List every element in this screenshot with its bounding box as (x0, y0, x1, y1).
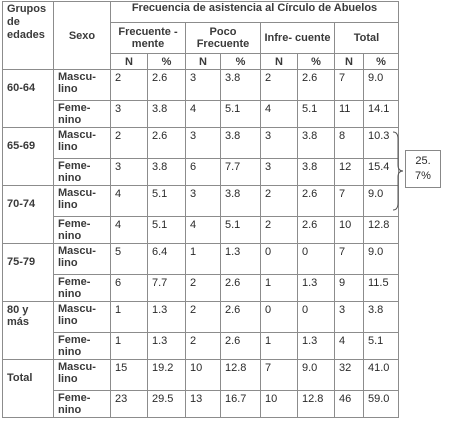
count-cell (111, 333, 148, 360)
percent-cell (221, 244, 261, 275)
count-cell (335, 360, 364, 391)
age-group-label: 60-64 (7, 82, 36, 94)
attendance-table (2, 1, 399, 418)
percent-cell (148, 101, 186, 128)
main-header-text: Frecuencia de asistencia al Círculo de Abuelos (131, 2, 378, 14)
sub-header-n (111, 54, 148, 70)
percent-cell (298, 275, 335, 302)
cell-value: 2 (190, 304, 197, 316)
percent-cell (364, 360, 399, 391)
sex-label: Feme- nino (58, 218, 91, 242)
sub-header-text: N (345, 55, 353, 68)
cell-value: 29.5 (152, 393, 174, 405)
count-cell (335, 101, 364, 128)
sex-label: Mascu- lino (58, 71, 96, 95)
percent-cell (364, 101, 399, 128)
age-group-label: 70-74 (7, 198, 36, 210)
count-cell (186, 275, 221, 302)
sex-label: Feme- nino (58, 392, 91, 416)
cell-value: 11 (339, 103, 351, 115)
count-cell (186, 360, 221, 391)
cell-value: 15.4 (368, 161, 390, 173)
cell-value: 4 (339, 335, 346, 347)
cell-value: 1 (265, 277, 272, 289)
table-row (3, 186, 399, 217)
cell-value: 3 (339, 304, 346, 316)
percent-cell (298, 217, 335, 244)
sex-label: Mascu- lino (58, 303, 96, 327)
count-cell (111, 128, 148, 159)
cell-value: 3 (265, 130, 272, 142)
cell-value: 6.4 (152, 246, 168, 258)
count-cell (261, 333, 298, 360)
percent-cell (364, 275, 399, 302)
sex-cell (54, 159, 111, 186)
cell-value: 7 (339, 72, 346, 84)
percent-cell (148, 275, 186, 302)
cell-value: 2.6 (225, 335, 241, 347)
table-row (3, 275, 399, 302)
percent-cell (298, 391, 335, 418)
count-cell (111, 360, 148, 391)
age-group-cell (3, 360, 54, 418)
percent-cell (221, 159, 261, 186)
table-row (3, 302, 399, 333)
count-cell (111, 275, 148, 302)
cell-value: 1.3 (302, 277, 318, 289)
annotation-text: 25. 7% (415, 155, 431, 182)
percent-cell (221, 70, 261, 101)
percent-cell (148, 159, 186, 186)
sub-header-text: % (161, 55, 172, 68)
cell-value: 9.0 (302, 362, 318, 374)
percent-cell (148, 217, 186, 244)
count-cell (186, 244, 221, 275)
percent-cell (221, 101, 261, 128)
cell-value: 2.6 (225, 304, 241, 316)
count-cell (111, 159, 148, 186)
cell-value: 3.8 (302, 161, 318, 173)
cell-value: 46 (339, 393, 352, 405)
group-header-0 (111, 23, 186, 54)
cell-value: 0 (265, 304, 272, 316)
age-group-label: 75-79 (7, 256, 36, 268)
cell-value: 5.1 (152, 219, 168, 231)
count-cell (261, 128, 298, 159)
cell-value: 2 (190, 277, 197, 289)
percent-cell (298, 244, 335, 275)
cell-value: 2 (190, 335, 197, 347)
count-cell (111, 244, 148, 275)
cell-value: 1 (115, 335, 122, 347)
percent-cell (221, 333, 261, 360)
cell-value: 1 (115, 304, 122, 316)
sex-label: Mascu- lino (58, 245, 96, 269)
age-group-cell (3, 186, 54, 244)
cell-value: 41.0 (368, 362, 390, 374)
percent-cell (298, 101, 335, 128)
cell-value: 7 (339, 188, 346, 200)
percent-cell (298, 186, 335, 217)
brace-bracket (392, 131, 404, 211)
cell-value: 11.5 (368, 277, 389, 289)
percent-cell (148, 302, 186, 333)
cell-value: 10 (339, 219, 352, 231)
cell-value: 3 (190, 188, 197, 200)
percent-cell (221, 186, 261, 217)
age-group-label: 80 y más (7, 304, 30, 328)
cell-value: 9.0 (368, 246, 384, 258)
cell-value: 2.6 (302, 188, 318, 200)
percent-cell (221, 275, 261, 302)
count-cell (186, 391, 221, 418)
cell-value: 10.3 (368, 130, 390, 142)
cell-value: 12.8 (225, 362, 247, 374)
cell-value: 3.8 (152, 103, 168, 115)
sex-label: Feme- nino (58, 102, 91, 126)
count-cell (335, 159, 364, 186)
count-cell (186, 333, 221, 360)
table-row (3, 217, 399, 244)
group-header-text: Total (353, 32, 380, 44)
cell-value: 1.3 (302, 335, 318, 347)
cell-value: 3.8 (368, 304, 384, 316)
percent-cell (148, 70, 186, 101)
count-cell (186, 101, 221, 128)
cell-value: 3 (115, 161, 122, 173)
sub-header-n (186, 54, 221, 70)
cell-value: 3 (265, 161, 272, 173)
count-cell (111, 101, 148, 128)
percent-cell (221, 128, 261, 159)
cell-value: 5 (115, 246, 122, 258)
cell-value: 7 (339, 246, 346, 258)
cell-value: 8 (339, 130, 346, 142)
cell-value: 0 (302, 246, 309, 258)
percent-cell (221, 360, 261, 391)
cell-value: 59.0 (368, 393, 390, 405)
cell-value: 0 (265, 246, 272, 258)
count-cell (261, 302, 298, 333)
cell-value: 2 (265, 188, 272, 200)
cell-value: 5.1 (368, 335, 384, 347)
count-cell (111, 70, 148, 101)
sex-cell (54, 128, 111, 159)
sex-cell (54, 186, 111, 217)
count-cell (335, 275, 364, 302)
count-cell (261, 186, 298, 217)
cell-value: 4 (115, 188, 122, 200)
count-cell (111, 217, 148, 244)
sub-header-n (261, 54, 298, 70)
table-row (3, 101, 399, 128)
sex-cell (54, 101, 111, 128)
percent-cell (221, 391, 261, 418)
cell-value: 6 (115, 277, 122, 289)
cell-value: 3 (190, 72, 197, 84)
cell-value: 3.8 (225, 72, 241, 84)
cell-value: 2 (265, 72, 272, 84)
count-cell (261, 244, 298, 275)
table-row (3, 70, 399, 101)
cell-value: 4 (115, 219, 122, 231)
count-cell (186, 302, 221, 333)
age-group-cell (3, 302, 54, 360)
count-cell (261, 391, 298, 418)
cell-value: 7 (265, 362, 272, 374)
percent-cell (148, 244, 186, 275)
cell-value: 3.8 (302, 130, 318, 142)
table-row (3, 360, 399, 391)
cell-value: 4 (265, 103, 272, 115)
cell-value: 12.8 (368, 219, 390, 231)
cell-value: 6 (190, 161, 197, 173)
percent-cell (148, 360, 186, 391)
sub-header-text: % (311, 55, 321, 68)
cell-value: 16.7 (225, 393, 247, 405)
cell-value: 5.1 (152, 188, 168, 200)
percent-cell (298, 302, 335, 333)
group-header-text: Frecuente -mente (118, 26, 178, 50)
cell-value: 1.3 (225, 246, 241, 258)
sex-label: Feme- nino (58, 160, 91, 184)
table-row (3, 333, 399, 360)
sex-cell (54, 333, 111, 360)
cell-value: 3.8 (225, 188, 241, 200)
sex-cell (54, 275, 111, 302)
percent-cell (148, 128, 186, 159)
sub-header-text: % (235, 55, 246, 68)
percent-cell (298, 159, 335, 186)
table-row (3, 244, 399, 275)
table-row (3, 128, 399, 159)
cell-value: 15 (115, 362, 128, 374)
count-cell (186, 186, 221, 217)
count-cell (111, 391, 148, 418)
sex-cell (54, 360, 111, 391)
sub-header-pct (148, 54, 186, 70)
count-cell (261, 101, 298, 128)
age-group-label: Total (7, 372, 33, 384)
table-container (2, 1, 399, 418)
sub-header-text: N (199, 55, 207, 68)
cell-value: 12 (339, 161, 352, 173)
sex-cell (54, 391, 111, 418)
count-cell (335, 128, 364, 159)
cell-value: 4 (190, 103, 197, 115)
cell-value: 19.2 (152, 362, 174, 374)
count-cell (261, 159, 298, 186)
percent-cell (298, 128, 335, 159)
cell-value: 0 (302, 304, 309, 316)
count-cell (261, 70, 298, 101)
group-header-3 (335, 23, 399, 54)
count-cell (111, 302, 148, 333)
age-group-cell (3, 244, 54, 302)
percent-cell (148, 333, 186, 360)
count-cell (186, 70, 221, 101)
group-header-text: Infre- cuente (264, 32, 331, 44)
cell-value: 5.1 (225, 219, 241, 231)
group-header-2 (261, 23, 335, 54)
count-cell (261, 217, 298, 244)
cell-value: 10 (265, 393, 278, 405)
count-cell (335, 302, 364, 333)
cell-value: 2.6 (302, 219, 318, 231)
percent-cell (364, 217, 399, 244)
sex-cell (54, 217, 111, 244)
cell-value: 1.3 (152, 335, 168, 347)
cell-value: 7.7 (152, 277, 168, 289)
cell-value: 9.0 (368, 188, 384, 200)
age-group-cell (3, 128, 54, 186)
cell-value: 2.6 (152, 72, 168, 84)
cell-value: 13 (190, 393, 203, 405)
sub-header-pct (221, 54, 261, 70)
cell-value: 1 (190, 246, 197, 258)
count-cell (335, 217, 364, 244)
sex-cell (54, 244, 111, 275)
percent-cell (298, 360, 335, 391)
group-header-1 (186, 23, 261, 54)
cell-value: 2.6 (152, 130, 168, 142)
sex-label: Mascu- lino (58, 187, 96, 211)
count-cell (335, 391, 364, 418)
sub-header-text: N (125, 55, 133, 68)
cell-value: 3.8 (225, 130, 241, 142)
corner-header-text: Grupos de edades (7, 3, 47, 41)
cell-value: 14.1 (368, 103, 390, 115)
sex-label: Feme- nino (58, 276, 91, 300)
cell-value: 2.6 (302, 72, 318, 84)
sex-label: Mascu- lino (58, 129, 96, 153)
cell-value: 7.7 (225, 161, 241, 173)
table-row (3, 391, 399, 418)
cell-value: 12.8 (302, 393, 324, 405)
sex-header-text: Sexo (68, 29, 96, 42)
percent-cell (221, 302, 261, 333)
cell-value: 2.6 (225, 277, 241, 289)
percent-cell (148, 391, 186, 418)
percent-cell (364, 302, 399, 333)
sex-label: Mascu- lino (58, 361, 96, 385)
percent-cell (364, 391, 399, 418)
annotation-box (405, 150, 441, 188)
cell-value: 5.1 (302, 103, 318, 115)
count-cell (186, 217, 221, 244)
count-cell (186, 128, 221, 159)
cell-value: 3 (190, 130, 197, 142)
main-header (111, 2, 399, 23)
sex-cell (54, 302, 111, 333)
cell-value: 4 (190, 219, 197, 231)
count-cell (335, 244, 364, 275)
age-group-cell (3, 70, 54, 128)
percent-cell (221, 217, 261, 244)
count-cell (111, 186, 148, 217)
sex-cell (54, 70, 111, 101)
cell-value: 9 (339, 277, 346, 289)
cell-value: 10 (190, 362, 203, 374)
cell-value: 3.8 (152, 161, 168, 173)
cell-value: 5.1 (225, 103, 241, 115)
percent-cell (298, 70, 335, 101)
cell-value: 2 (115, 130, 122, 142)
cell-value: 1 (265, 335, 272, 347)
sub-header-n (335, 54, 364, 70)
count-cell (335, 186, 364, 217)
count-cell (186, 159, 221, 186)
sex-label: Feme- nino (58, 334, 91, 358)
cell-value: 9.0 (368, 72, 384, 84)
corner-header (3, 2, 54, 70)
sub-header-text: N (275, 55, 283, 68)
sub-header-text: % (376, 55, 386, 68)
group-header-text: Poco Frecuente (196, 26, 250, 50)
sub-header-pct (364, 54, 399, 70)
percent-cell (364, 244, 399, 275)
cell-value: 23 (115, 393, 128, 405)
table-row (3, 159, 399, 186)
count-cell (335, 70, 364, 101)
percent-cell (364, 70, 399, 101)
cell-value: 3 (115, 103, 122, 115)
count-cell (261, 360, 298, 391)
count-cell (335, 333, 364, 360)
age-group-label: 65-69 (7, 140, 36, 152)
sex-header (54, 2, 111, 70)
cell-value: 2 (115, 72, 122, 84)
sub-header-pct (298, 54, 335, 70)
cell-value: 1.3 (152, 304, 168, 316)
percent-cell (148, 186, 186, 217)
count-cell (261, 275, 298, 302)
cell-value: 2 (265, 219, 272, 231)
percent-cell (298, 333, 335, 360)
cell-value: 32 (339, 362, 352, 374)
percent-cell (364, 333, 399, 360)
